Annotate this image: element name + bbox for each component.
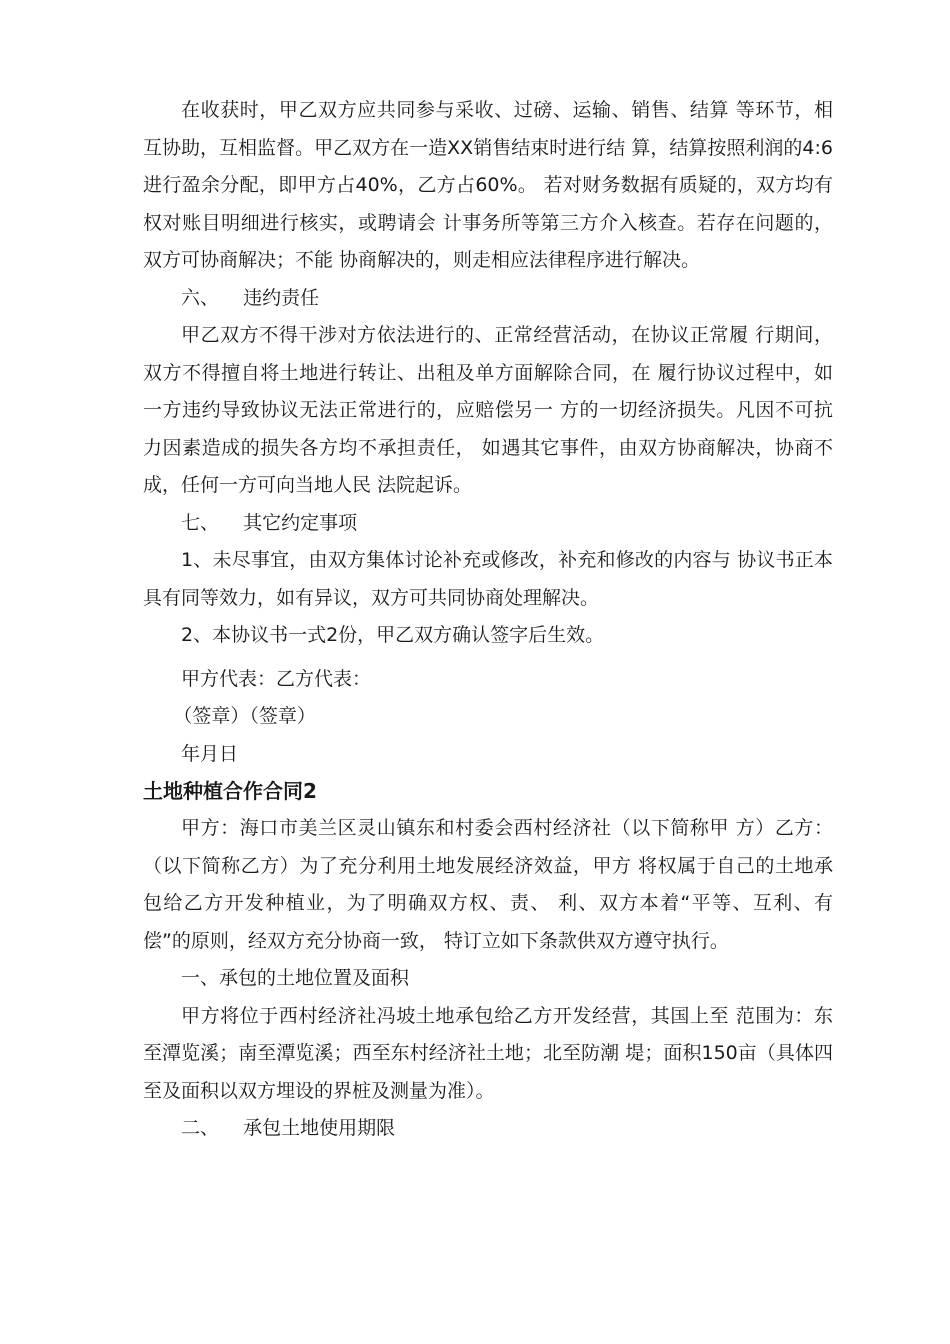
heading-land-location: 一、承包的土地位置及面积 xyxy=(181,967,410,989)
paragraph-liability: 甲乙双方不得干涉对方依法进行的、正常经营活动，在协议正常履 行期间，双方不得擅自将土地进行转让、出租及单方面解除合同，在 履行协议过程中，如一方违约导致协议无法正常进行的，应赔偿另一 方的一切经济损失。凡因不可抗力因素造成的损失各方均不承担责任， 如遇其它事件，由双方协商解决，协商不成，任何一方可向当地人民 法院起诉。 xyxy=(143,324,833,496)
heading-other-matters: 七、 其它约定事项 xyxy=(181,511,358,534)
seals-line: （签章）（签章） xyxy=(173,705,316,727)
paragraph-location: 甲方将位于西村经济社冯坡土地承包给乙方开发经营，其国上至 范围为：东至潭览溪；南至潭览溪；西至东村经济社土地；北至防潮 堤；面积150亩（具体四至及面积以双方埋设的界桩及测量为准）。 xyxy=(143,1004,833,1102)
contract-2-title: 土地种植合作合同2 xyxy=(143,779,317,803)
paragraph-item-2: 2、本协议书一式2份，甲乙双方确认签字后生效。 xyxy=(181,624,605,646)
heading-breach-liability: 六、 违约责任 xyxy=(181,286,320,309)
paragraph-item-1: 1、未尽事宜，由双方集体讨论补充或修改，补充和修改的内容与 协议书正本具有同等效力，如有异议，双方可共同协商处理解决。 xyxy=(143,549,833,609)
paragraph-parties: 甲方：海口市美兰区灵山镇东和村委会西村经济社（以下简称甲 方）乙方：（以下简称乙方）为了充分利用土地发展经济效益，甲方 将权属于自己的土地承包给乙方开发种植业，为了明确双方权、责、 利、双方本着“平等、互利、有偿”的原则，经双方充分协商一致， 特订立如下条款供双方遵守执行。 xyxy=(143,817,833,952)
date-line: 年月日 xyxy=(181,742,239,765)
paragraph-settlement: 在收获时，甲乙双方应共同参与采收、过磅、运输、销售、结算 等环节，相互协助，互相监督。甲乙双方在一造XX销售结束时进行结 算，结算按照利润的4:6进行盈余分配，即甲方占40%，乙方占60%。 若对财务数据有质疑的，双方均有权对账目明细进行核实，或聘请会 计事务所等第三方介入核查。若存在问题的，双方可协商解决；不能 协商解决的，则走相应法律程序进行解决。 xyxy=(143,99,833,271)
document-page xyxy=(143,92,833,1148)
representatives-line: 甲方代表：乙方代表： xyxy=(181,667,372,690)
heading-lease-term: 二、 承包土地使用期限 xyxy=(181,1117,396,1139)
